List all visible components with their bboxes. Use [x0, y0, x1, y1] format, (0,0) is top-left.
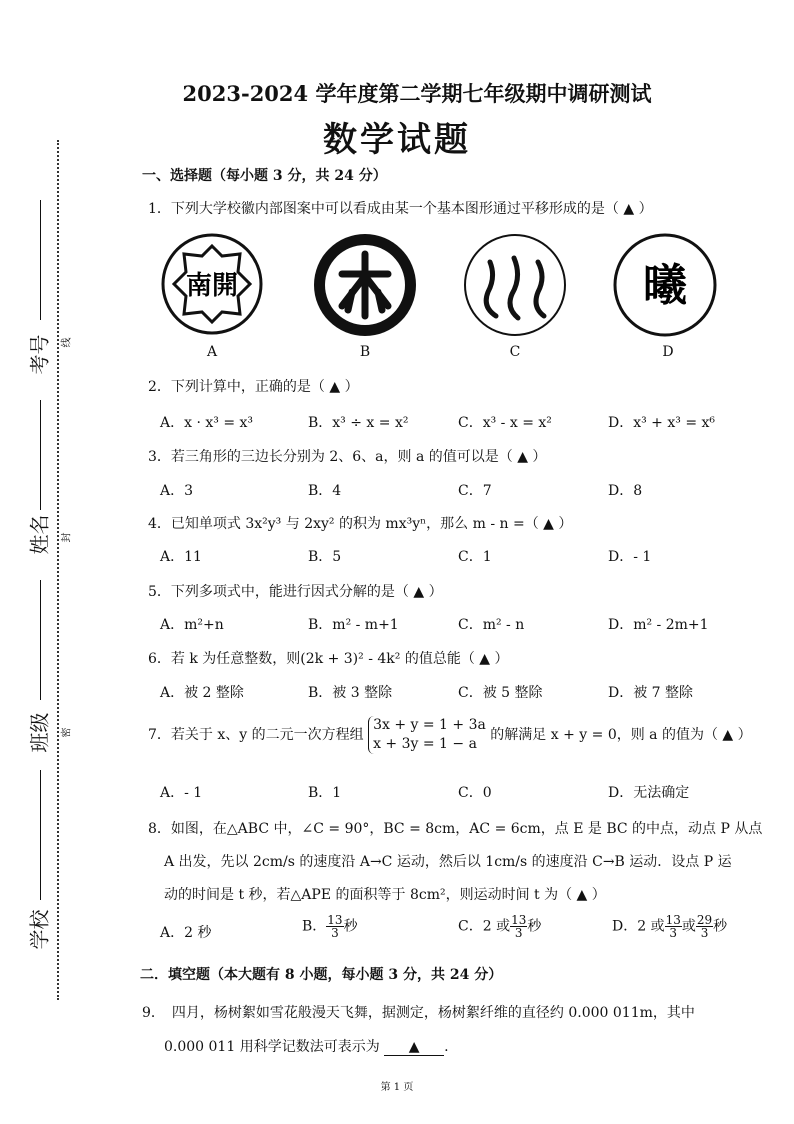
q7-option-c: C．0 — [458, 785, 492, 801]
q8-d-suffix: 秒 — [713, 918, 728, 935]
logo-a-image — [160, 232, 264, 336]
q7-option-a: A．- 1 — [160, 785, 203, 801]
q9-line-2 — [164, 1036, 449, 1056]
q8-d-middle: 或 — [681, 918, 696, 935]
q6-option-b: B．被 3 整除 — [308, 685, 393, 701]
q4-option-b: B．5 — [308, 549, 342, 565]
q2-option-a: A．x · x³ = x³ — [160, 415, 254, 431]
logo-c-image — [462, 232, 568, 338]
logo-b-image — [312, 232, 418, 338]
q8-line-2: A 出发，先以 2cm/s 的速度沿 A→C 运动，然后以 1cm/s 的速度沿 C→B 运动．设点 P 运 — [164, 854, 732, 870]
q5-option-a: A．m²+n — [160, 617, 224, 633]
binding-dotted-line — [57, 140, 59, 1000]
q8-b-prefix: B． — [302, 918, 327, 935]
section1-title: 一、选择题（每小题 3 分，共 24 分） — [142, 168, 387, 184]
q9-period: . — [444, 1039, 449, 1055]
banji-line — [40, 580, 41, 700]
q8-d-denominator-2: 3 — [700, 926, 709, 940]
q2-option-b: B．x³ ÷ x = x² — [308, 415, 409, 431]
page-number: 第 1 页 — [380, 1082, 414, 1093]
q8-d-numerator-1: 13 — [665, 913, 681, 927]
q8-c-suffix: 秒 — [527, 918, 542, 935]
q8-option-b — [302, 914, 358, 939]
xuexiao-line — [40, 770, 41, 900]
logo-a-label: A — [206, 344, 218, 360]
q3-option-d: D．8 — [608, 483, 643, 499]
q6-option-c: C．被 5 整除 — [458, 685, 543, 701]
logo-d-image — [612, 232, 718, 338]
section2-title: 二．填空题（本大题有 8 小题，每小题 3 分，共 24 分） — [140, 967, 503, 983]
kaohao-label: 考号 — [27, 334, 52, 375]
q8-c-prefix: C．2 或 — [458, 918, 511, 935]
svg-text:南開: 南開 — [185, 271, 239, 301]
q7-option-d: D．无法确定 — [608, 785, 690, 801]
q8-b-suffix: 秒 — [343, 918, 358, 935]
q5-text: 5．下列多项式中，能进行因式分解的是（ ▲ ） — [148, 584, 443, 600]
q5-option-b: B．m² - m+1 — [308, 617, 399, 633]
q9-text: 0.000 011 用科学记数法可表示为 — [164, 1039, 380, 1055]
q7-text-pre: 7．若关于 x、y 的二元一次方程组 — [148, 726, 364, 743]
q8-option-a: A．2 秒 — [160, 925, 212, 941]
q4-text: 4．已知单项式 3x²y³ 与 2xy² 的积为 mx³yⁿ，那么 m - n =（ ▲ ） — [148, 516, 573, 532]
kaohao-line — [40, 200, 41, 320]
q8-b-numerator: 13 — [327, 913, 343, 927]
q5-option-c: C．m² - n — [458, 617, 525, 633]
q2-option-c: C．x³ - x = x² — [458, 415, 552, 431]
q8-line-3: 动的时间是 t 秒，若△APE 的面积等于 8cm²，则运动时间 t 为（ ▲ ） — [164, 887, 606, 903]
logo-d-label: D — [662, 344, 674, 360]
q8-c-denominator: 3 — [514, 926, 523, 940]
logo-b-label: B — [359, 344, 371, 360]
q8-b-fraction — [326, 914, 343, 939]
q7-equation-system — [368, 716, 486, 754]
q3-option-c: C．7 — [458, 483, 492, 499]
exam-title: 2023-2024 学年度第二学期七年级期中调研测试 — [182, 81, 652, 106]
q2-text: 2．下列计算中，正确的是（ ▲ ） — [148, 379, 359, 395]
feng-mark: 封 — [61, 532, 73, 543]
q7-text-post: 的解满足 x + y = 0，则 a 的值为（ ▲ ） — [490, 726, 752, 743]
q8-option-d — [612, 914, 727, 939]
q9-line-1: 9． 四月，杨树絮如雪花般漫天飞舞，据测定，杨树絮纤维的直径约 0.000 011m，其中 — [142, 1005, 695, 1021]
q2-option-d: D．x³ + x³ = x⁶ — [608, 415, 716, 431]
q7-option-b: B．1 — [308, 785, 342, 801]
q8-option-c — [458, 914, 541, 939]
q3-option-b: B．4 — [308, 483, 342, 499]
q1-text: 1．下列大学校徽内部图案中可以看成由某一个基本图形通过平移形成的是（ ▲ ） — [148, 201, 653, 217]
q8-c-numerator: 13 — [511, 913, 527, 927]
xingming-label: 姓名 — [27, 514, 52, 555]
q8-d-numerator-2: 29 — [696, 913, 713, 927]
q8-d-fraction-2 — [696, 914, 713, 939]
q7-equation-1: 3x + y = 1 + 3a — [373, 717, 486, 733]
q6-option-a: A．被 2 整除 — [160, 685, 244, 701]
q7-text — [148, 716, 752, 754]
logo-c-label: C — [509, 344, 521, 360]
q8-d-prefix: D．2 或 — [612, 918, 665, 935]
q8-c-fraction — [510, 914, 527, 939]
q8-d-fraction-1 — [665, 914, 682, 939]
q3-option-a: A．3 — [160, 483, 194, 499]
q6-text: 6．若 k 为任意整数，则(2k + 3)² - 4k² 的值总能（ ▲ ） — [148, 651, 509, 667]
q6-option-d: D．被 7 整除 — [608, 685, 694, 701]
svg-text:曦: 曦 — [643, 260, 687, 311]
q4-option-c: C．1 — [458, 549, 492, 565]
q3-text: 3．若三角形的三边长分别为 2、6、a，则 a 的值可以是（ ▲ ） — [148, 449, 547, 465]
q4-option-a: A．11 — [160, 549, 202, 565]
q4-option-d: D．- 1 — [608, 549, 652, 565]
exam-subtitle: 数学试题 — [323, 120, 471, 160]
mi-mark: 密 — [61, 727, 73, 738]
banji-label: 班级 — [27, 712, 52, 753]
q7-equation-2: x + 3y = 1 − a — [373, 735, 477, 752]
xingming-line — [40, 400, 41, 510]
xuexiao-label: 学校 — [27, 909, 52, 950]
xian-mark: 线 — [61, 337, 73, 348]
q8-d-denominator-1: 3 — [669, 926, 678, 940]
q8-b-denominator: 3 — [331, 926, 339, 940]
q9-answer-blank: ▲ — [384, 1039, 444, 1056]
q5-option-d: D．m² - 2m+1 — [608, 617, 709, 633]
q8-line-1: 8．如图，在△ABC 中，∠C = 90°，BC = 8cm，AC = 6cm，点 E 是 BC 的中点，动点 P 从点 — [148, 821, 763, 837]
